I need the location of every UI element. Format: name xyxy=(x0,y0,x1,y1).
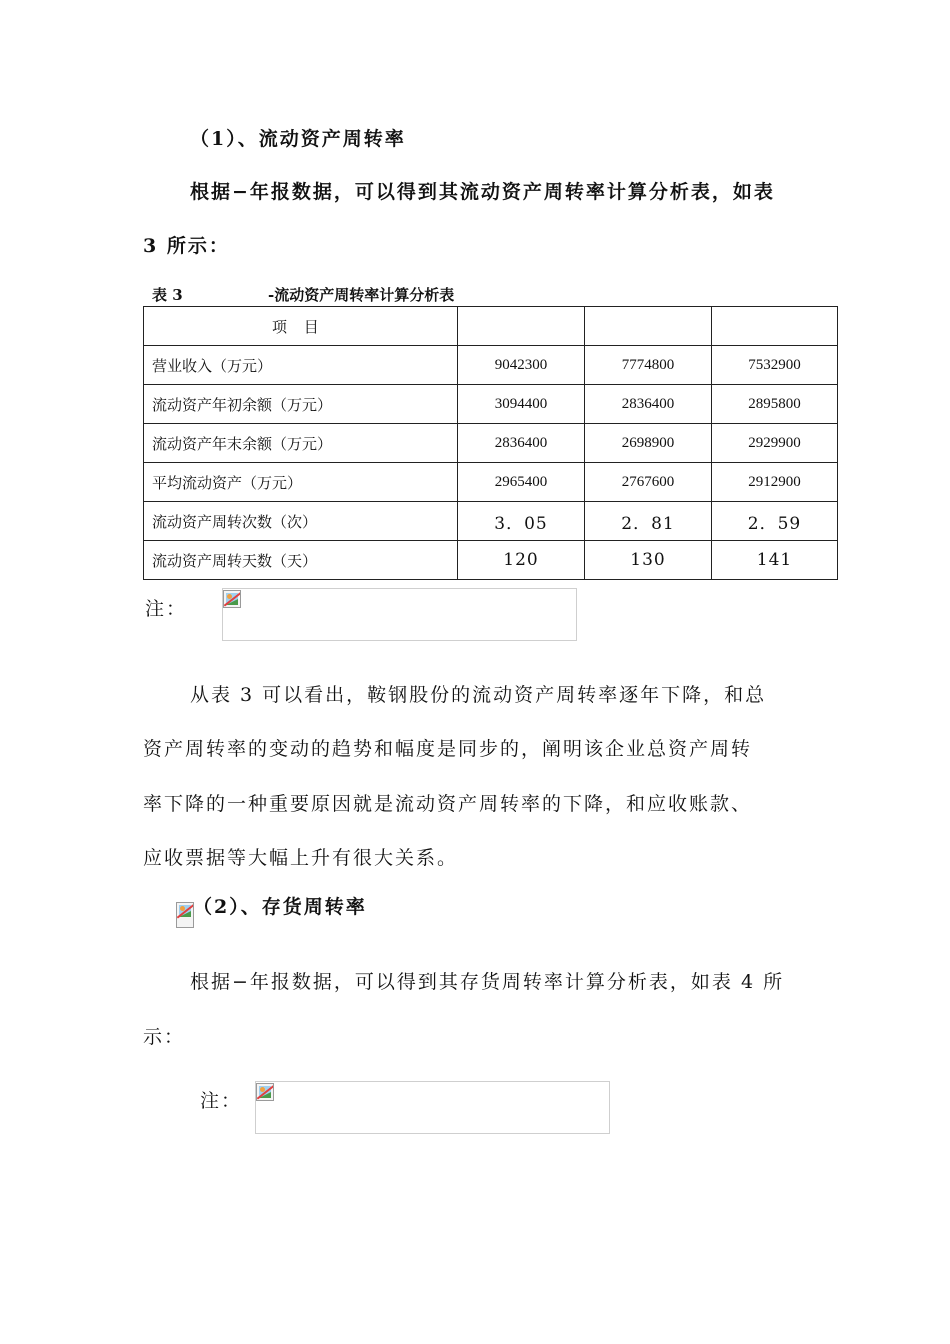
analysis-line2: 资产周转率的变动的趋势和幅度是同步的，阐明该企业总资产周转 xyxy=(143,738,753,760)
table3 xyxy=(143,306,838,580)
table-cell: 141 xyxy=(712,541,838,580)
analysis-line4: 应收票据等大幅上升有很大关系。 xyxy=(143,847,459,869)
table-cell: 3094400 xyxy=(458,385,585,424)
row-label: 流动资产周转次数（次） xyxy=(144,502,458,541)
analysis-line1: 从表 3 可以看出，鞍钢股份的流动资产周转率逐年下降，和总 xyxy=(190,684,767,706)
row-label: 流动资产年末余额（万元） xyxy=(144,424,458,463)
table-row xyxy=(144,502,838,541)
section2-intro-line2: 示： xyxy=(143,1026,186,1048)
table-cell: 2912900 xyxy=(712,463,838,502)
table-header-cell xyxy=(458,307,585,346)
table-header-cell: 项 目 xyxy=(144,307,458,346)
table-row xyxy=(144,346,838,385)
table-cell: 2836400 xyxy=(458,424,585,463)
table-cell: 2836400 xyxy=(585,385,712,424)
note1-label: 注： xyxy=(145,598,188,620)
note2-label: 注： xyxy=(200,1090,243,1112)
table-cell: 130 xyxy=(585,541,712,580)
row-label: 营业收入（万元） xyxy=(144,346,458,385)
table-cell: 2767600 xyxy=(585,463,712,502)
table-cell: 7532900 xyxy=(712,346,838,385)
table-header-row xyxy=(144,307,838,346)
table-cell: 2698900 xyxy=(585,424,712,463)
table-header-cell xyxy=(585,307,712,346)
section1-heading: （1）、流动资产周转率 xyxy=(190,128,406,150)
row-label: 流动资产周转天数（天） xyxy=(144,541,458,580)
table-cell: 2929900 xyxy=(712,424,838,463)
row-label: 平均流动资产（万元） xyxy=(144,463,458,502)
table-row xyxy=(144,385,838,424)
table-cell: 2．59 xyxy=(712,502,838,541)
table3-caption-label: 表 3 xyxy=(152,286,183,304)
table-cell: 3．05 xyxy=(458,502,585,541)
table3-caption-title: -流动资产周转率计算分析表 xyxy=(268,286,455,304)
section2-heading: （2）、存货周转率 xyxy=(193,896,367,918)
analysis-line3: 率下降的一种重要原因就是流动资产周转率的下降，和应收账款、 xyxy=(143,793,753,815)
section2-intro-line1: 根据−年报数据，可以得到其存货周转率计算分析表，如表 4 所 xyxy=(190,971,785,993)
note1-image xyxy=(222,588,577,641)
broken-image-icon xyxy=(256,1083,274,1101)
broken-image-icon xyxy=(223,590,241,608)
section1-intro-line2: 3 所示： xyxy=(143,235,230,257)
section1-intro-line1: 根据−年报数据，可以得到其流动资产周转率计算分析表，如表 xyxy=(190,181,775,203)
table-cell: 2．81 xyxy=(585,502,712,541)
table-row xyxy=(144,463,838,502)
table-row xyxy=(144,424,838,463)
broken-image-icon xyxy=(176,902,194,928)
table-row xyxy=(144,541,838,580)
table-cell: 9042300 xyxy=(458,346,585,385)
table-header-cell xyxy=(712,307,838,346)
table-cell: 120 xyxy=(458,541,585,580)
note2-image xyxy=(255,1081,610,1134)
table-cell: 2965400 xyxy=(458,463,585,502)
table-cell: 2895800 xyxy=(712,385,838,424)
row-label: 流动资产年初余额（万元） xyxy=(144,385,458,424)
table-cell: 7774800 xyxy=(585,346,712,385)
